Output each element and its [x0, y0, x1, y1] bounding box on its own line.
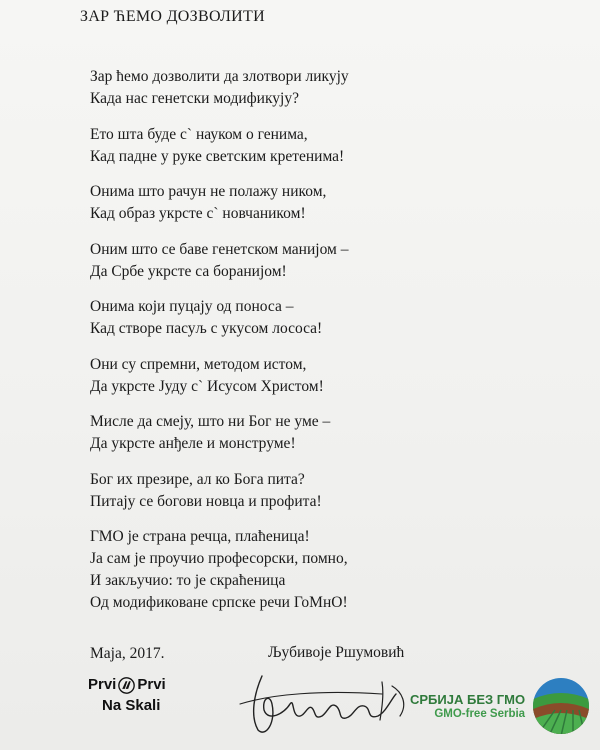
poem-line: Да Србе укрсте са боранијом!: [90, 262, 287, 280]
logo-word: Prvi: [137, 676, 166, 693]
poem-line: Ја сам је проучио професорски, помно,: [90, 550, 348, 567]
stanza: [90, 124, 530, 168]
poem-date: Маја, 2017.: [90, 645, 165, 662]
author-name: Љубивоје Ршумовић: [268, 644, 405, 661]
poem-line: Када нас генетски модификују?: [90, 90, 299, 107]
logo-word: Prvi: [88, 676, 117, 693]
stanza: [90, 469, 530, 513]
handwritten-signature: [232, 664, 422, 740]
poem-line: ГМО је страна речца, плаћеница!: [90, 528, 310, 545]
poem-line: Кад образ укрсте с` новчаником!: [90, 205, 306, 222]
gmo-logo-title: СРБИЈА БЕЗ ГМО: [410, 691, 526, 707]
poem-line: Онима што рачун не полажу ником,: [90, 183, 327, 200]
poem-line: И закључио: то је скраћеница: [90, 572, 286, 589]
poem-line: Питају се богови новца и профита!: [90, 492, 322, 510]
gmo-free-serbia-logo: [410, 676, 591, 736]
stanza: [90, 181, 530, 225]
stanza: [90, 239, 530, 283]
poem-line: Бог их презире, ал ко Бога пита?: [90, 470, 305, 488]
stanza: [90, 296, 530, 340]
gmo-logo-subtitle: GMO-free Serbia: [434, 707, 526, 720]
stanza: [90, 411, 530, 455]
stanza: [90, 526, 530, 614]
logo-subtitle: Na Skali: [102, 697, 161, 714]
poem-body: [90, 66, 530, 628]
prvi-na-skali-logo: [88, 676, 198, 715]
poem-line: Зар ћемо дозволити да злотвори ликују: [90, 68, 349, 85]
poem-line: Оним што се баве генетском манијом –: [90, 240, 349, 258]
stanza: [90, 66, 530, 110]
poem-line: Да укрсте Јуду с` Исусом Христом!: [90, 377, 324, 395]
poem-line: Од модификоване српске речи ГоМнО!: [90, 594, 348, 611]
poem-line: Да укрсте анђеле и монструме!: [90, 435, 296, 452]
poem-line: Кад падне у руке светским кретенима!: [90, 147, 345, 165]
field-emblem-icon: [531, 676, 591, 736]
poem-title: ЗАР ЋЕМО ДОЗВОЛИТИ: [80, 8, 265, 25]
stanza: [90, 354, 530, 398]
poem-line: Ето шта буде с` науком о генима,: [90, 125, 308, 143]
poem-line: Онима који пуцају од поноса –: [90, 298, 294, 315]
prvi-badge-icon: [118, 677, 135, 694]
poem-line: Они су спремни, методом истом,: [90, 355, 307, 373]
poem-line: Кад створе пасуљ с укусом лососа!: [90, 320, 323, 337]
poem-line: Мисле да смеју, што ни Бог не уме –: [90, 413, 331, 430]
